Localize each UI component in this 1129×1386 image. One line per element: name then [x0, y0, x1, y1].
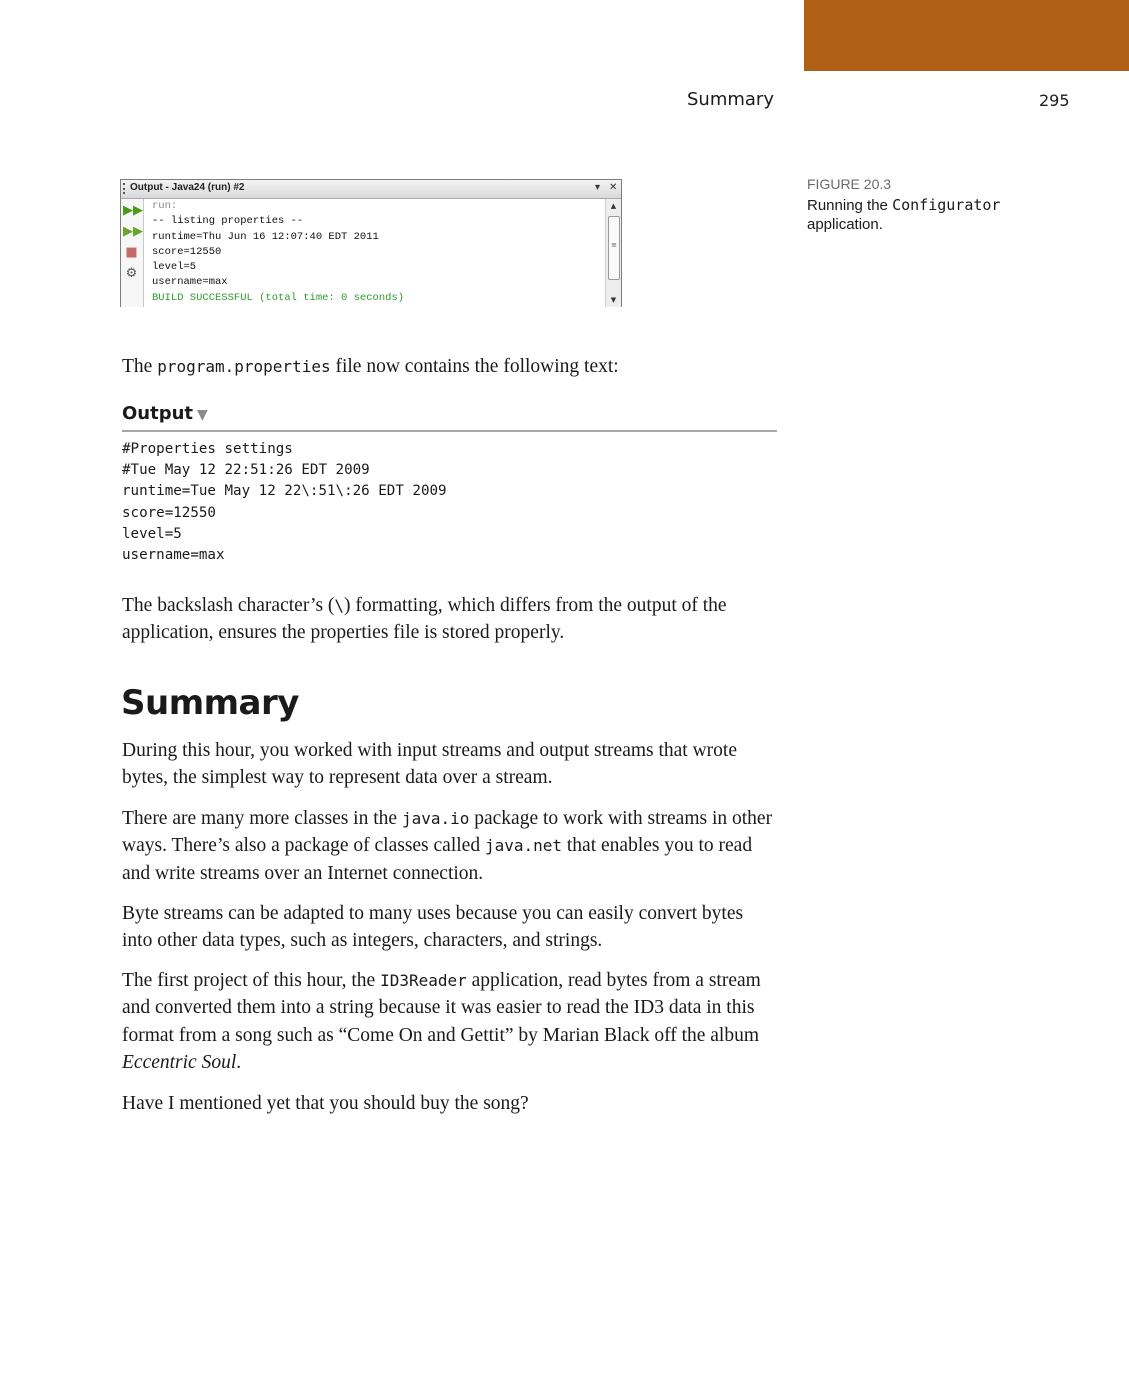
para-text-end: that enables you to read and write streams over an Internet connection.: [122, 835, 753, 884]
summary-paragraph-5: Have I mentioned yet that you should buy the song?: [122, 1093, 529, 1114]
java-net-code: java.net: [484, 836, 563, 856]
intro-paragraph: [122, 353, 778, 380]
close-icon[interactable]: ✕: [609, 182, 618, 193]
ide-line: runtime=Thu Jun 16 12:07:40 EDT 2011: [152, 230, 379, 243]
ide-output-window: [120, 179, 622, 307]
summary-paragraph-1: During this hour, you worked with input streams and output streams that wrote bytes, the simplest way to represent data over a stream.: [122, 740, 738, 789]
scroll-down-icon[interactable]: ▼: [610, 296, 617, 304]
caption-text: Running the: [807, 197, 893, 214]
code-line: #Tue May 12 22:51:26 EDT 2009: [122, 462, 370, 479]
intro-text-end: file now contains the following text:: [330, 356, 619, 377]
scroll-thumb[interactable]: [608, 216, 620, 280]
backslash-paragraph: [122, 592, 778, 647]
output-heading-label: Output: [122, 403, 194, 424]
output-code-block: [122, 439, 447, 566]
scroll-up-icon[interactable]: ▲: [610, 202, 617, 210]
stop-icon[interactable]: ■: [125, 245, 138, 260]
id3reader-code: ID3Reader: [380, 971, 467, 990]
para-text-end: ) formatting, which differs from the output of the application, ensures the properties file is stored properly.: [122, 595, 727, 644]
minimize-icon[interactable]: ▾: [595, 182, 601, 193]
summary-heading: Summary: [121, 683, 299, 723]
summary-paragraph-3: Byte streams can be adapted to many uses because you can easily convert bytes into other data types, such as integers, characters, and strings.: [122, 903, 744, 952]
ide-build-status: BUILD SUCCESSFUL (total time: 0 seconds): [152, 291, 405, 304]
page-number: 295: [1039, 91, 1070, 110]
output-divider: [122, 430, 777, 432]
ide-toolbar: [121, 199, 144, 307]
code-line: username=max: [122, 547, 225, 564]
ide-line: run:: [152, 200, 178, 212]
para-text: package to work with streams in other ways. There’s also a package of classes called: [122, 808, 773, 857]
ide-line: score=12550: [152, 245, 222, 258]
para-text: The first project of this hour, the: [122, 970, 381, 991]
grip-lines-icon: ≡: [611, 241, 617, 249]
code-line: level=5: [122, 525, 182, 542]
code-line: #Properties settings: [122, 441, 293, 457]
triangle-down-icon: ▼: [197, 407, 208, 423]
para-text: The backslash character’s (: [122, 595, 335, 616]
ide-line: username=max: [152, 276, 228, 289]
caption-text-end: application.: [807, 216, 883, 233]
para-text: application, read bytes from a stream and converted them into a string because it was easier to read the ID3 data in this format from a song such as “Come On and Gettit” by Marian Black off the album: [122, 970, 761, 1046]
rerun-with-options-icon[interactable]: ▶▶: [123, 224, 143, 239]
code-line: score=12550: [122, 504, 216, 521]
code-line: runtime=Tue May 12 22\:51\:26 EDT 2009: [122, 483, 447, 500]
intro-code: program.properties: [157, 357, 331, 376]
summary-paragraph-4: [122, 967, 778, 1077]
ide-title-bar: [121, 180, 621, 199]
running-header: Summary: [687, 89, 774, 110]
vertical-scrollbar[interactable]: [605, 199, 621, 307]
ide-window-title: Output - Java24 (run) #2: [130, 182, 245, 193]
intro-text: The: [122, 356, 158, 377]
rerun-icon[interactable]: ▶▶: [123, 203, 143, 218]
ide-line: level=5: [152, 261, 197, 274]
summary-paragraph-2: [122, 805, 778, 887]
chapter-tab: [804, 0, 1129, 71]
java-io-code: java.io: [401, 809, 470, 828]
output-heading: [122, 403, 208, 424]
ide-output-text: [152, 199, 404, 306]
backslash-code: \: [334, 596, 345, 615]
figure-label: FIGURE 20.3: [807, 176, 892, 192]
caption-code: Configurator: [892, 196, 1001, 214]
para-text-end: .: [236, 1052, 242, 1074]
ide-line: -- listing properties --: [152, 215, 304, 228]
settings-icon[interactable]: ⚙: [125, 266, 138, 281]
para-text: There are many more classes in the: [122, 808, 402, 829]
album-title: Eccentric Soul: [122, 1052, 237, 1074]
drag-grip-icon[interactable]: [123, 183, 127, 194]
figure-caption: [807, 196, 1107, 234]
